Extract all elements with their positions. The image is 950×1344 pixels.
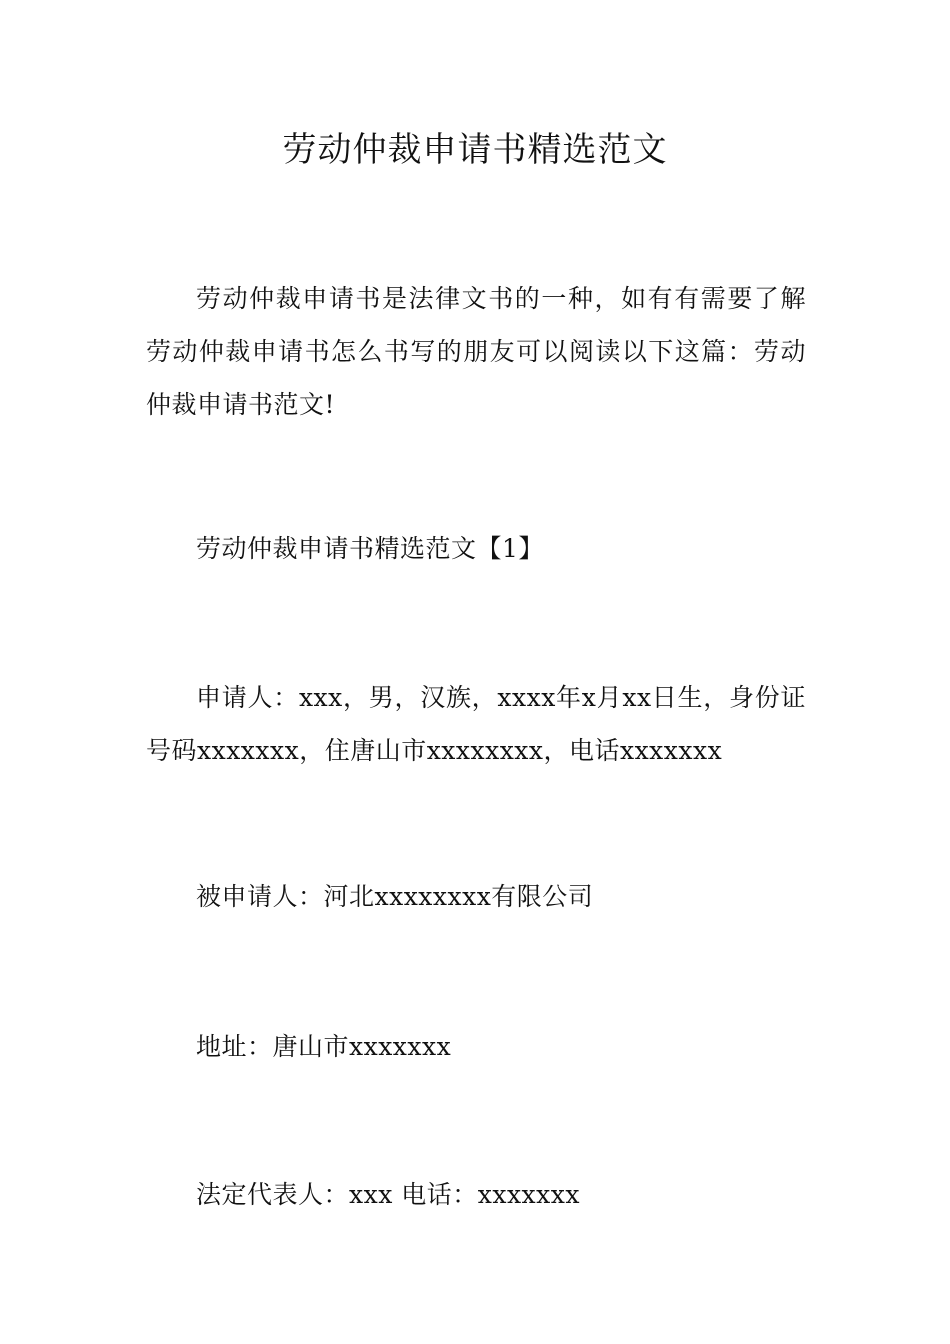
document-title: 劳动仲裁申请书精选范文 xyxy=(282,130,668,170)
legal-representative-paragraph: 法定代表人：xxx 电话：xxxxxxx xyxy=(196,1180,580,1209)
address-paragraph: 地址：唐山市xxxxxxx xyxy=(196,1032,452,1061)
applicant-paragraph: 申请人：xxx，男，汉族，xxxx年x月xx日生，身份证号码xxxxxxx，住唐山市xxxxxxxx，电话xxxxxxx xyxy=(146,683,806,765)
respondent-paragraph: 被申请人：河北xxxxxxxx有限公司 xyxy=(196,882,594,911)
section-heading: 劳动仲裁申请书精选范文【1】 xyxy=(196,534,544,563)
intro-paragraph: 劳动仲裁申请书是法律文书的一种，如有有需要了解劳动仲裁申请书怎么书写的朋友可以阅读以下这篇：劳动仲裁申请书范文! xyxy=(146,284,806,419)
